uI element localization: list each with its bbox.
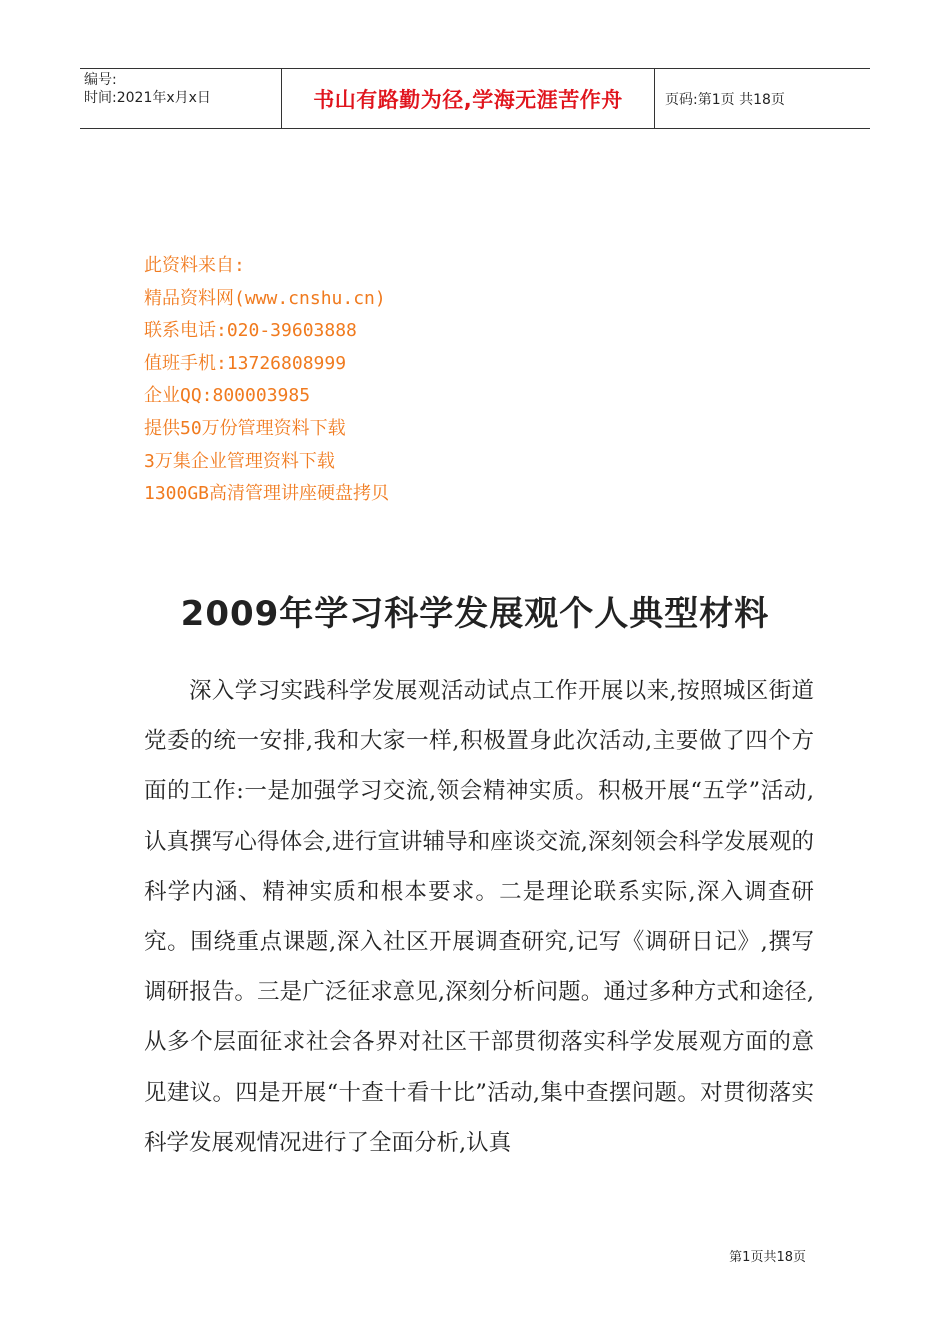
source-line: 精品资料网(www.cnshu.cn): [144, 287, 386, 309]
document-body-paragraph: 深入学习实践科学发展观活动试点工作开展以来,按照城区街道党委的统一安排,我和大家一样,积极置身此次活动,主要做了四个方面的工作:一是加强学习交流,领会精神实质。积极开展“五学”活动,认真撰写心得体会,进行宣讲辅导和座谈交流,深刻领会科学发展观的科学内涵、精神实质和根本要求。二是理论联系实际,深入调查研究。围绕重点课题,深入社区开展调查研究,记写《调研日记》,撰写调研报告。三是广泛征求意见,深刻分析问题。通过多种方式和途径,从多个层面征求社会各界对社区干部贯彻落实科学发展观方面的意见建议。四是开展“十查十看十比”活动,集中查摆问题。对贯彻落实科学发展观情况进行了全面分析,认真: [144, 678, 814, 1156]
document-number-label: 编号:: [84, 72, 117, 88]
document-title: 2009年学习科学发展观个人典型材料: [180, 594, 770, 634]
header-motto: 书山有路勤为径,学海无涯苦作舟: [282, 69, 655, 128]
source-line: 3万集企业管理资料下载: [144, 450, 335, 472]
source-line: 企业QQ:800003985: [144, 385, 311, 407]
source-line: 1300GB高清管理讲座硬盘拷贝: [144, 483, 390, 505]
page-header: [80, 68, 870, 129]
source-line: 提供50万份管理资料下载: [144, 417, 346, 439]
page-footer: 第1页共18页: [729, 1250, 806, 1265]
source-line: 此资料来自:: [144, 255, 245, 276]
header-page-info: 页码:第1页 共18页: [665, 91, 785, 108]
source-line: 联系电话:020-39603888: [144, 320, 357, 342]
source-info-block: [144, 250, 389, 511]
source-line: 值班手机:13726808999: [144, 352, 347, 374]
header-meta: [80, 69, 282, 128]
document-time: 时间:2021年x月x日: [84, 90, 211, 106]
